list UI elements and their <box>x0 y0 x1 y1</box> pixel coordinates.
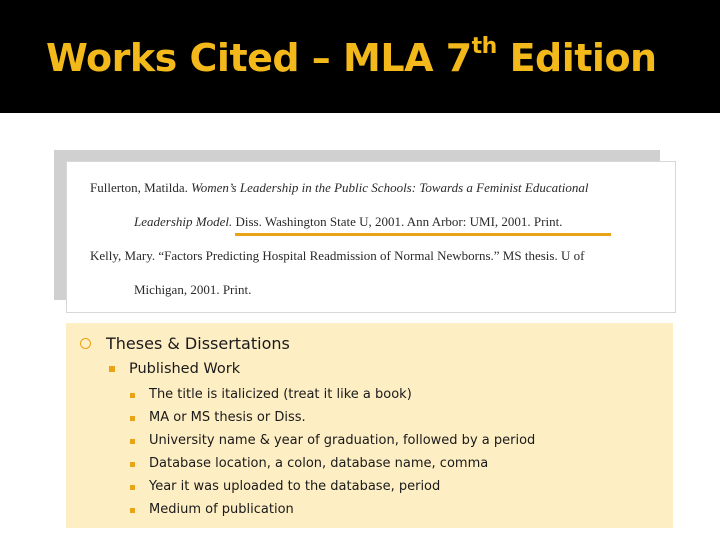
slide-title-end: Edition <box>496 36 657 80</box>
list-item: University name & year of graduation, followed by a period <box>130 431 535 454</box>
highlight-underline <box>235 233 611 236</box>
list-item: The title is italicized (treat it like a book) <box>130 385 535 408</box>
list-item: Medium of publication <box>130 500 535 523</box>
outline-level-2: Published Work <box>129 361 241 377</box>
citation-1-line-2 <box>134 214 562 230</box>
citation-1-rest: Diss. Washington State U, 2001. Ann Arbor: UMI, 2001. Print. <box>232 214 563 229</box>
slide-title-superscript: th <box>471 34 497 60</box>
list-item: MA or MS thesis or Diss. <box>130 408 535 431</box>
citation-1-line-1 <box>90 180 588 196</box>
citation-1-title-part-2: Leadership Model. <box>134 214 233 229</box>
citation-2-line-2: Michigan, 2001. Print. <box>134 282 252 297</box>
citation-example-image <box>66 161 676 313</box>
citation-2-line-1: Kelly, Mary. “Factors Predicting Hospital Readmission of Normal Newborns.” MS thesis. U of <box>90 248 585 263</box>
outline-level-1: Theses & Dissertations <box>106 334 290 353</box>
list-item: Database location, a colon, database name, comma <box>130 454 535 477</box>
slide-title-main: Works Cited – MLA 7 <box>46 36 472 80</box>
slide-title <box>46 36 657 80</box>
outline-sub-list <box>130 385 535 523</box>
citation-1-title-part-1: Women’s Leadership in the Public Schools: Towards a Feminist Educational <box>191 180 589 195</box>
circle-bullet-icon <box>80 338 91 349</box>
title-bar <box>0 0 720 113</box>
list-item: Year it was uploaded to the database, period <box>130 477 535 500</box>
square-bullet-icon <box>109 366 115 372</box>
citation-1-author: Fullerton, Matilda. <box>90 180 192 195</box>
